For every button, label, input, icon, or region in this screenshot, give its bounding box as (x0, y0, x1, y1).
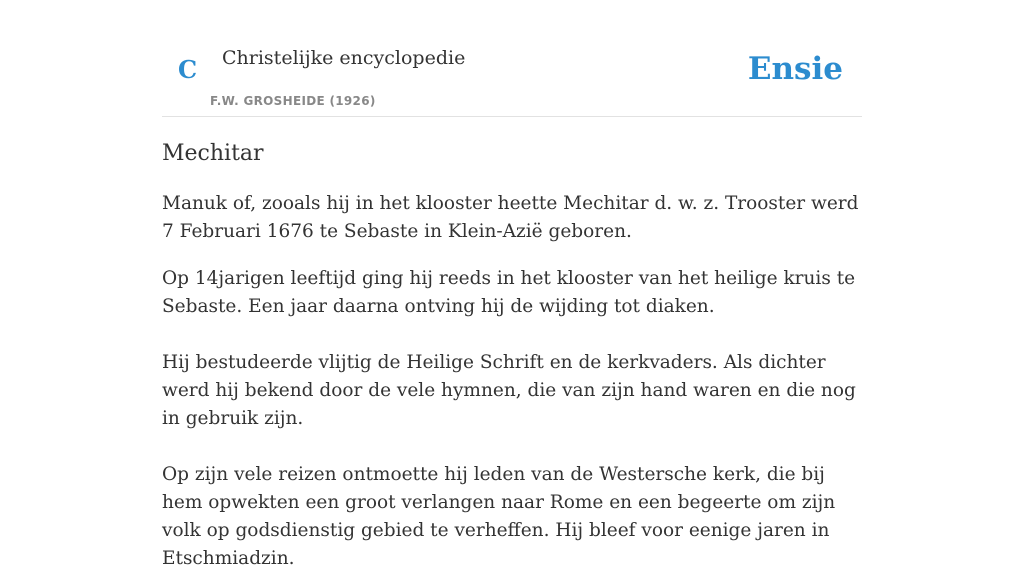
ensie-logo[interactable]: Ensie (747, 51, 843, 87)
site-header (162, 0, 862, 117)
encyclopedia-logo[interactable]: C (178, 55, 198, 84)
article-paragraph: Manuk of, zooals hij in het klooster heette Mechitar d. w. z. Trooster werd 7 Februari 1676 te Sebaste in Klein-Azië geboren. (162, 193, 859, 242)
article-paragraph: Op 14jarigen leeftijd ging hij reeds in het klooster van het heilige kruis te Sebaste. Een jaar daarna ontving hij de wijding tot diaken. (162, 268, 856, 317)
article-paragraph: Hij bestudeerde vlijtig de Heilige Schrift en de kerkvaders. Als dichter werd hij bekend door de vele hymnen, die van zijn hand waren en die nog in gebruik zijn. (162, 352, 856, 429)
article-paragraph: Op zijn vele reizen ontmoette hij leden van de Westersche kerk, die bij hem opwekten een groot verlangen naar Rome en een begeerte om zijn volk op godsdienstig gebied te verheffen. Hij bleef voor eenige jaren in Etschmiadzin. (162, 464, 836, 569)
encyclopedia-author: F.W. GROSHEIDE (1926) (210, 94, 376, 108)
article-title: Mechitar (162, 141, 264, 166)
encyclopedia-title[interactable]: Christelijke encyclopedie (222, 47, 466, 69)
article (162, 138, 862, 573)
